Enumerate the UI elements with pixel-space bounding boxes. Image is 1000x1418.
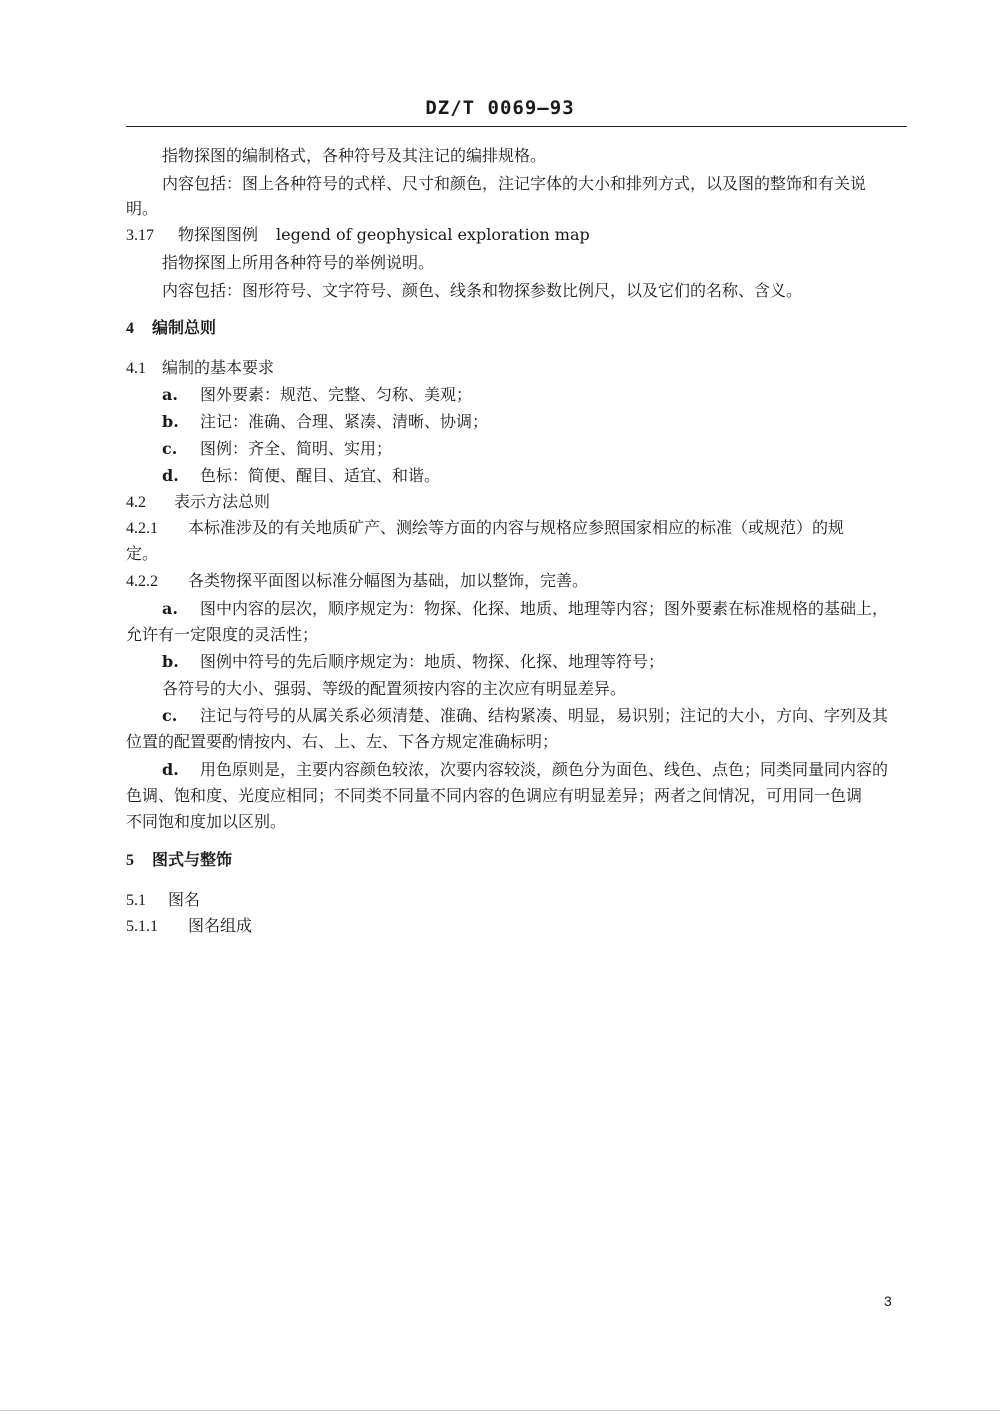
- clause-5-1: [126, 890, 200, 911]
- list-item: [162, 439, 392, 459]
- list-text: 图例：齐全、简明、实用；: [200, 439, 393, 458]
- paragraph-line: 位置的配置要酌情按内、右、上、左、下各方规定准确标明；: [126, 732, 559, 751]
- list-label: a.: [162, 385, 178, 404]
- paragraph-line: 指物探图上所用各种符号的举例说明。: [162, 253, 435, 272]
- section-number: 5: [126, 852, 134, 869]
- clause-4-2: [126, 492, 270, 513]
- section-title: 图式与整饰: [152, 850, 233, 869]
- header-divider: [126, 126, 907, 127]
- list-text: 注记与符号的从属关系必须清楚、准确、结构紧凑、明显，易识别；注记的大小，方向、字列及其: [200, 706, 889, 725]
- clause-title: 图名组成: [188, 916, 253, 935]
- clause-3-17: [126, 225, 590, 246]
- list-label: d.: [162, 466, 179, 485]
- list-item: [162, 760, 888, 780]
- list-item: [162, 652, 664, 672]
- clause-title: 图名: [168, 890, 201, 909]
- paragraph-line: 内容包括：图上各种符号的式样、尺寸和颜色，注记字体的大小和排列方式，以及图的整饰和有关说: [162, 174, 867, 193]
- clause-text: 各类物探平面图以标准分幅图为基础，加以整饰，完善。: [188, 571, 589, 590]
- page-number: 3: [884, 1293, 892, 1309]
- clause-title: 表示方法总则: [174, 492, 271, 511]
- clause-5-1-1: [126, 916, 252, 937]
- clause-number: 5.1.1: [126, 918, 158, 935]
- clause-number: 4.1: [126, 360, 146, 377]
- clause-number: 4.2.2: [126, 573, 158, 590]
- paragraph-line: 内容包括：图形符号、文字符号、颜色、线条和物探参数比例尺，以及它们的名称、含义。: [162, 281, 803, 300]
- clause-number: 4.2.1: [126, 520, 158, 537]
- list-item: [162, 385, 472, 405]
- clause-title: 物探图图例: [178, 225, 259, 244]
- clause-english-title: legend of geophysical exploration map: [276, 225, 590, 244]
- clause-4-2-1: [126, 518, 844, 539]
- paragraph-line: 明。: [126, 199, 159, 218]
- paragraph-line: 各符号的大小、强弱、等级的配置须按内容的主次应有明显差异。: [162, 679, 627, 698]
- list-item: [162, 412, 488, 432]
- clause-4-1: [126, 358, 274, 379]
- clause-text: 本标准涉及的有关地质矿产、测绘等方面的内容与规格应参照国家相应的标准（或规范）的规: [188, 518, 845, 537]
- list-item: [162, 599, 888, 619]
- list-text: 图外要素：规范、完整、匀称、美观；: [200, 385, 473, 404]
- paragraph-line: 色调、饱和度、光度应相同；不同类不同量不同内容的色调应有明显差异；两者之间情况，可用同一色调: [126, 786, 863, 805]
- list-item: [162, 466, 440, 486]
- paragraph-line: 不同饱和度加以区别。: [126, 812, 287, 831]
- clause-number: 5.1: [126, 892, 146, 909]
- standard-code-header: DZ/T 0069—93: [425, 97, 575, 119]
- clause-number: 3.17: [126, 227, 154, 244]
- clause-4-2-2: [126, 571, 588, 592]
- list-text: 色标：简便、醒目、适宜、和谐。: [200, 466, 441, 485]
- list-label: b.: [162, 412, 179, 431]
- section-4-heading: [126, 318, 216, 339]
- list-text: 图中内容的层次，顺序规定为：物探、化探、地质、地理等内容；图外要素在标准规格的基础上，: [200, 599, 889, 618]
- list-text: 注记：准确、合理、紧凑、清晰、协调；: [200, 412, 489, 431]
- list-label: c.: [162, 706, 178, 725]
- list-item: [162, 706, 888, 726]
- clause-number: 4.2: [126, 494, 146, 511]
- clause-title: 编制的基本要求: [162, 358, 275, 377]
- list-label: c.: [162, 439, 178, 458]
- page-bottom-edge: [0, 1410, 1000, 1411]
- section-number: 4: [126, 320, 134, 337]
- list-label: b.: [162, 652, 179, 671]
- paragraph-line: 定。: [126, 544, 159, 563]
- section-title: 编制总则: [152, 318, 217, 337]
- paragraph-line: 允许有一定限度的灵活性；: [126, 625, 319, 644]
- list-text: 图例中符号的先后顺序规定为：地质、物探、化探、地理等符号；: [200, 652, 665, 671]
- list-label: d.: [162, 760, 179, 779]
- section-5-heading: [126, 850, 232, 871]
- list-text: 用色原则是，主要内容颜色较浓，次要内容较淡，颜色分为面色、线色、点色；同类同量同内容的: [200, 760, 889, 779]
- list-label: a.: [162, 599, 178, 618]
- paragraph-line: 指物探图的编制格式，各种符号及其注记的编排规格。: [162, 146, 547, 165]
